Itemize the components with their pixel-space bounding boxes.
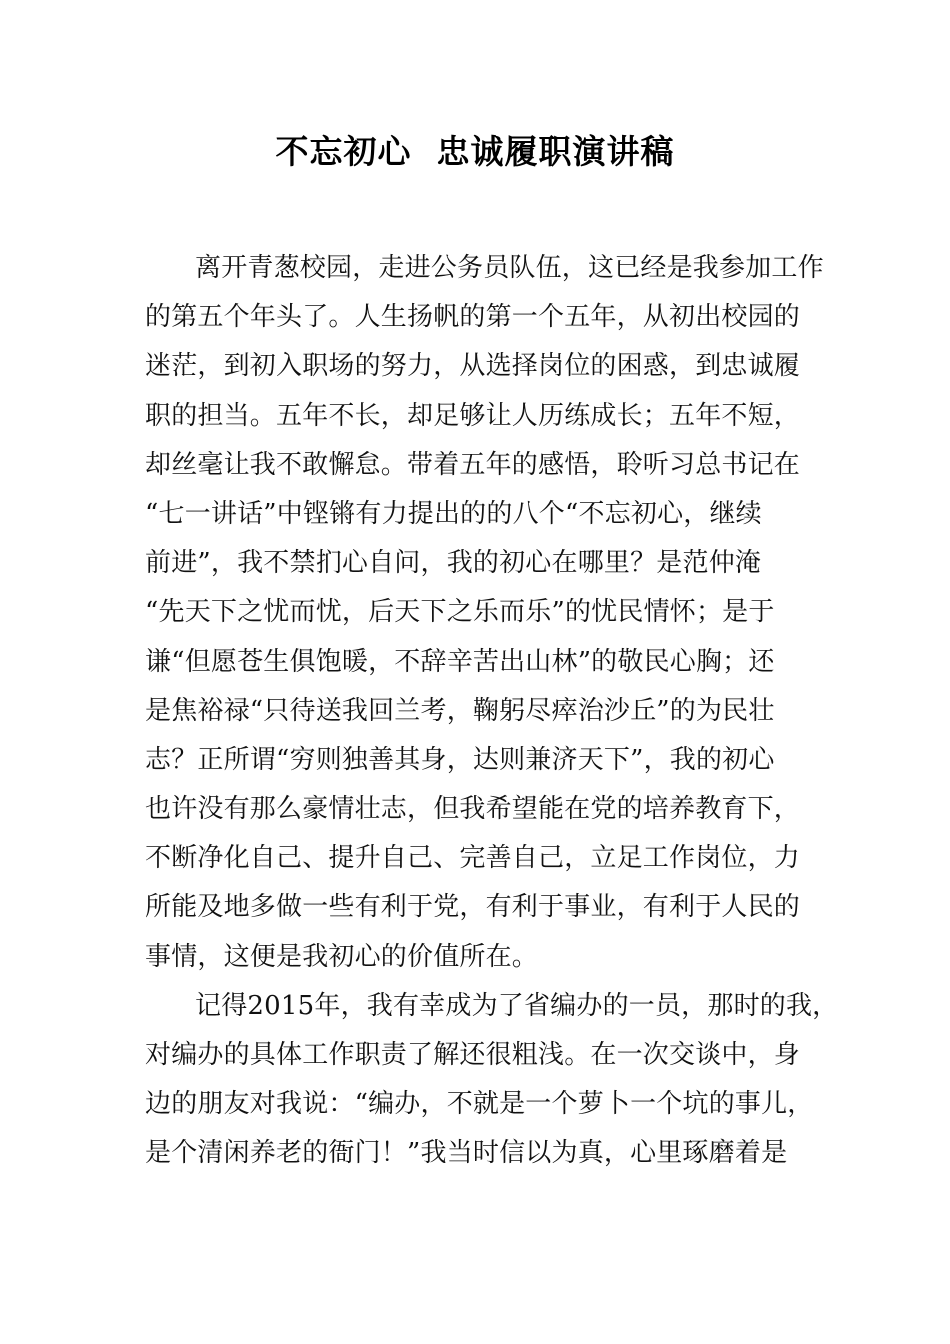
paragraph-line: 志？正所谓“穷则独善其身，达则兼济天下”，我的初心 (145, 744, 775, 775)
paragraph-line: 职的担当。五年不长，却足够让人历练成长；五年不短， (145, 400, 801, 431)
paragraph-line: 事情，这便是我初心的价值所在。 (145, 941, 539, 972)
paragraph-line: 的第五个年头了。人生扬帆的第一个五年，从初出校园的 (145, 302, 801, 333)
paragraph-line: 记得2015年，我有幸成为了省编办的一员，那时的我， (195, 990, 839, 1021)
paragraph-line: 是焦裕禄“只待送我回兰考，鞠躬尽瘁治沙丘”的为民壮 (145, 695, 775, 726)
paragraph-line: 也许没有那么豪情壮志，但我希望能在党的培养教育下， (145, 794, 801, 825)
paragraph-line: 前进”，我不禁扪心自问，我的初心在哪里？是范仲淹 (145, 548, 762, 579)
paragraph-line: 离开青葱校园，走进公务员队伍，这已经是我参加工作 (195, 253, 824, 283)
paragraph-line: 谦“但愿苍生俱饱暖，不辞辛苦出山林”的敬民心胸；还 (145, 646, 775, 677)
paragraph-line: 却丝毫让我不敢懈怠。带着五年的感悟，聆听习总书记在 (145, 449, 801, 480)
document-body (145, 244, 839, 1179)
paragraph-line: 是个清闲养老的衙门！”我当时信以为真，心里琢磨着是 (145, 1138, 788, 1169)
paragraph-line: 迷茫，到初入职场的努力，从选择岗位的困惑，到忠诚履 (145, 351, 801, 382)
paragraph-line: 不断净化自己、提升自己、完善自己，立足工作岗位，力 (145, 843, 801, 874)
paragraph-line: “先天下之忧而忧，后天下之乐而乐”的忧民情怀；是于 (145, 597, 775, 628)
paragraph-line: 所能及地多做一些有利于党，有利于事业，有利于人民的 (145, 892, 801, 923)
paragraph-line: “七一讲话”中铿锵有力提出的的八个“不忘初心，继续 (145, 498, 762, 529)
document-title: 不忘初心 忠诚履职演讲稿 (275, 132, 675, 171)
paragraph-line: 边的朋友对我说：“编办，不就是一个萝卜一个坑的事儿， (145, 1089, 814, 1120)
paragraph-line: 对编办的具体工作职责了解还很粗浅。在一次交谈中，身 (145, 1040, 801, 1070)
